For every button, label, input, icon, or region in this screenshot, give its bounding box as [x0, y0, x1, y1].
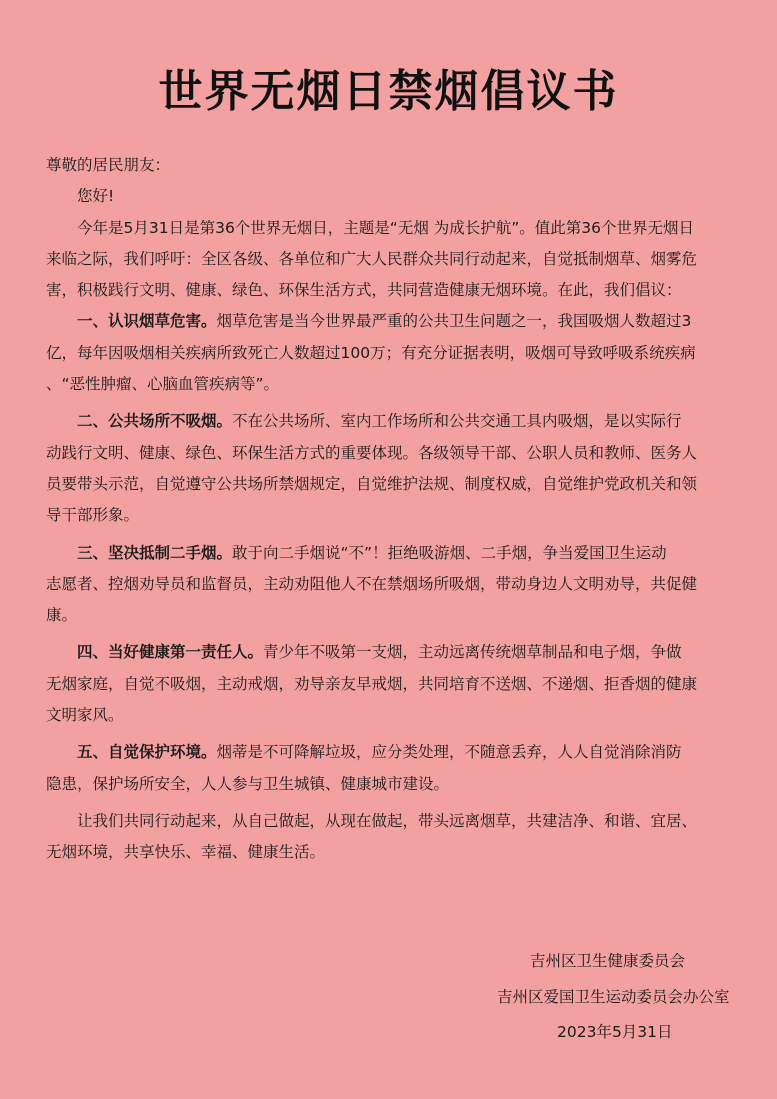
- section-5-text: 烟蒂是不可降解垃圾，应分类处理，不随意丢弃，人人自觉消除消防: [216, 743, 682, 762]
- section-3-text: 敢于向二手烟说“不”！拒绝吸游烟、二手烟，争当爱国卫生运动: [232, 543, 667, 562]
- intro-line: 今年是5月31日是第36个世界无烟日，主题是“无烟 为成长护航”。值此第36个世界无烟日: [77, 218, 695, 237]
- section-2-heading: 二、公共场所不吸烟。: [77, 412, 233, 431]
- section-2-line: 员要带头示范，自觉遵守公共场所禁烟规定，自觉维护法规、制度权威，自觉维护党政机关和领: [46, 474, 698, 493]
- section-4-text: 青少年不吸第一支烟，主动远离传统烟草制品和电子烟，争做: [263, 643, 682, 662]
- section-5-first-line: [46, 737, 746, 768]
- section-5-line: 隐患，保护场所安全，人人参与卫生城镇、健康城市建设。: [46, 774, 450, 793]
- section-1-heading: 一、认识烟草危害。: [77, 312, 217, 331]
- document-body: [46, 150, 746, 869]
- section-2-line: 导干部形象。: [46, 506, 140, 525]
- intro-line: 害，积极践行文明、健康、绿色、环保生活方式，共同营造健康无烟环境。在此，我们倡议：: [46, 281, 682, 300]
- section-4-first-line: [46, 637, 746, 668]
- signature-org-1: 吉州区卫生健康委员会: [530, 952, 686, 970]
- signature-date: 2023年5月31日: [557, 1023, 673, 1041]
- section-1-first-line: [46, 306, 746, 337]
- section-3-line: 康。: [46, 606, 78, 625]
- greeting: 您好!: [77, 187, 115, 206]
- closing-line: 让我们共同行动起来，从自己做起，从现在做起，带头远离烟草，共建洁净、和谐、宜居、: [77, 811, 698, 830]
- section-1-line: 亿，每年因吸烟相关疾病所致死亡人数超过100万；有充分证据表明，吸烟可导致呼吸系统疾病: [46, 343, 696, 362]
- document-title: 世界无烟日禁烟倡议书: [158, 66, 619, 117]
- section-2-line: 动践行文明、健康、绿色、环保生活方式的重要体现。各级领导干部、公职人员和教师、医务人: [46, 443, 698, 462]
- section-3-heading: 三、坚决抵制二手烟。: [77, 543, 233, 562]
- section-1-text: 烟草危害是当今世界最严重的公共卫生问题之一，我国吸烟人数超过3: [216, 312, 692, 331]
- signature-org-2: 吉州区爱国卫生运动委员会办公室: [497, 988, 730, 1006]
- section-2-first-line: [46, 406, 746, 437]
- salutation: 尊敬的居民朋友：: [46, 156, 171, 174]
- intro-line: 来临之际，我们呼吁：全区各级、各单位和广大人民群众共同行动起来，自觉抵制烟草、烟雾危: [46, 249, 698, 268]
- section-2-text: 不在公共场所、室内工作场所和公共交通工具内吸烟，是以实际行: [232, 412, 682, 431]
- section-5-heading: 五、自觉保护环境。: [77, 743, 217, 762]
- section-4-line: 无烟家庭，自觉不吸烟，主动戒烟，劝导亲友早戒烟，共同培育不送烟、不递烟、拒香烟的健康: [46, 674, 698, 693]
- section-3-first-line: [46, 538, 746, 569]
- section-4-heading: 四、当好健康第一责任人。: [77, 643, 264, 662]
- section-3-line: 志愿者、控烟劝导员和监督员，主动劝阻他人不在禁烟场所吸烟，带动身边人文明劝导，共促健: [46, 574, 698, 593]
- closing-line: 无烟环境，共享快乐、幸福、健康生活。: [46, 843, 326, 862]
- section-4-line: 文明家风。: [46, 706, 124, 725]
- section-1-line: 、“恶性肿瘤、心脑血管疾病等”。: [46, 375, 280, 394]
